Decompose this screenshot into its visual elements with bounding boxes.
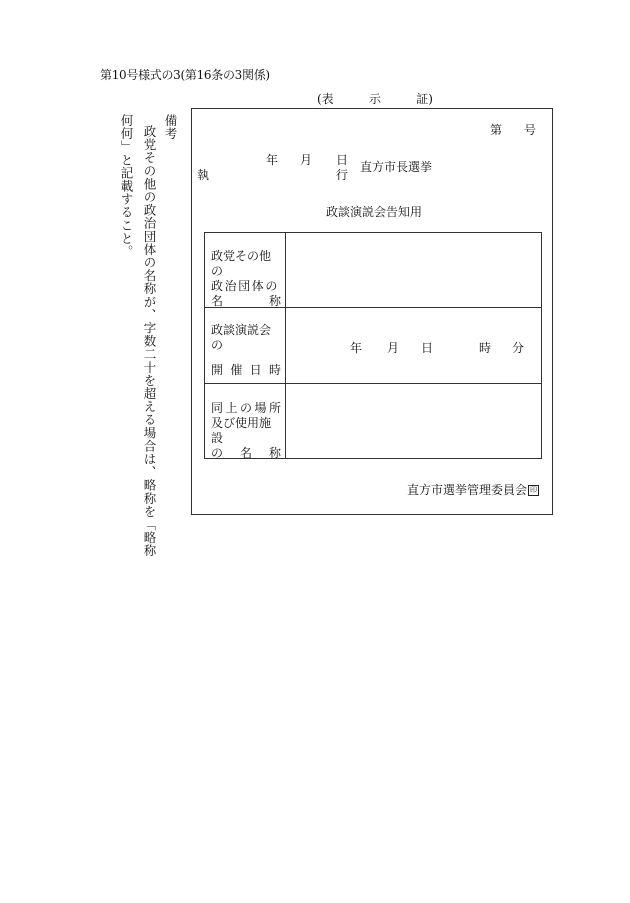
meeting-label-line-2 xyxy=(211,363,281,378)
display-label-close: 証) xyxy=(416,92,433,106)
display-certificate-label xyxy=(317,90,433,107)
venue-value[interactable] xyxy=(286,384,541,458)
date-year-label: 年 xyxy=(266,153,279,167)
label-char: 所 xyxy=(268,401,281,415)
display-label-middle: 示 xyxy=(368,92,381,106)
meeting-minute-unit: 分 xyxy=(512,341,525,355)
venue-label xyxy=(211,401,281,461)
authority-text: 直方市選挙管理委員会 xyxy=(407,483,528,497)
venue-label-line-2: 及び使用施設 xyxy=(211,416,272,445)
issuer-name: 直方市長選挙 xyxy=(360,160,433,174)
org-name-label-line-1: 政党その他の xyxy=(211,249,272,278)
label-char: の xyxy=(239,401,252,415)
label-char: 名 xyxy=(239,446,252,460)
date-day-label: 日 xyxy=(336,153,349,167)
label-char: 名 xyxy=(211,294,224,308)
number-label-go: 号 xyxy=(524,123,537,137)
display-label-open: (表 xyxy=(317,92,334,106)
label-char: 開 xyxy=(211,363,224,377)
details-table xyxy=(204,232,542,459)
label-char: 称 xyxy=(268,294,281,308)
label-char: 称 xyxy=(268,446,281,460)
date-month-label: 月 xyxy=(300,153,313,167)
venue-label-line-3 xyxy=(211,446,281,461)
form-title: 第10号様式の3(第16条の3関係) xyxy=(100,68,270,82)
org-name-label-line-3 xyxy=(211,294,281,309)
meeting-hour-unit: 時 xyxy=(479,341,492,355)
purpose-title: 政談演説会告知用 xyxy=(326,205,423,219)
org-name-label xyxy=(211,249,281,309)
meeting-day-unit: 日 xyxy=(421,341,434,355)
notes-line-2: 何何」と記載すること。 xyxy=(119,114,134,259)
execution-label-gyo: 行 xyxy=(336,168,349,182)
notes-line-1: 政党その他の政治団体の名称が、字数二十を超える場合は、略称を「略称 xyxy=(142,125,157,558)
number-label-dai: 第 xyxy=(490,123,503,137)
label-char: 時 xyxy=(268,363,281,377)
label-char: 上 xyxy=(225,401,238,415)
meeting-year-unit: 年 xyxy=(350,341,363,355)
meeting-label-line-1: 政談演説会の xyxy=(211,323,272,352)
label-char: 同 xyxy=(211,401,224,415)
org-name-label-line-2: 政治団体の xyxy=(211,279,280,293)
org-name-value[interactable] xyxy=(286,233,541,307)
label-char: 催 xyxy=(230,363,243,377)
label-char: 場 xyxy=(254,401,267,415)
venue-label-line-1 xyxy=(211,401,281,416)
label-char: 日 xyxy=(249,363,262,377)
seal-icon: 印 xyxy=(530,486,538,494)
authority-name xyxy=(407,481,539,498)
meeting-month-unit: 月 xyxy=(387,341,400,355)
label-char: の xyxy=(211,446,224,460)
meeting-datetime-label xyxy=(211,323,281,378)
execution-label-shitsu: 執 xyxy=(197,168,210,182)
notes-heading: 備考 xyxy=(163,114,178,141)
